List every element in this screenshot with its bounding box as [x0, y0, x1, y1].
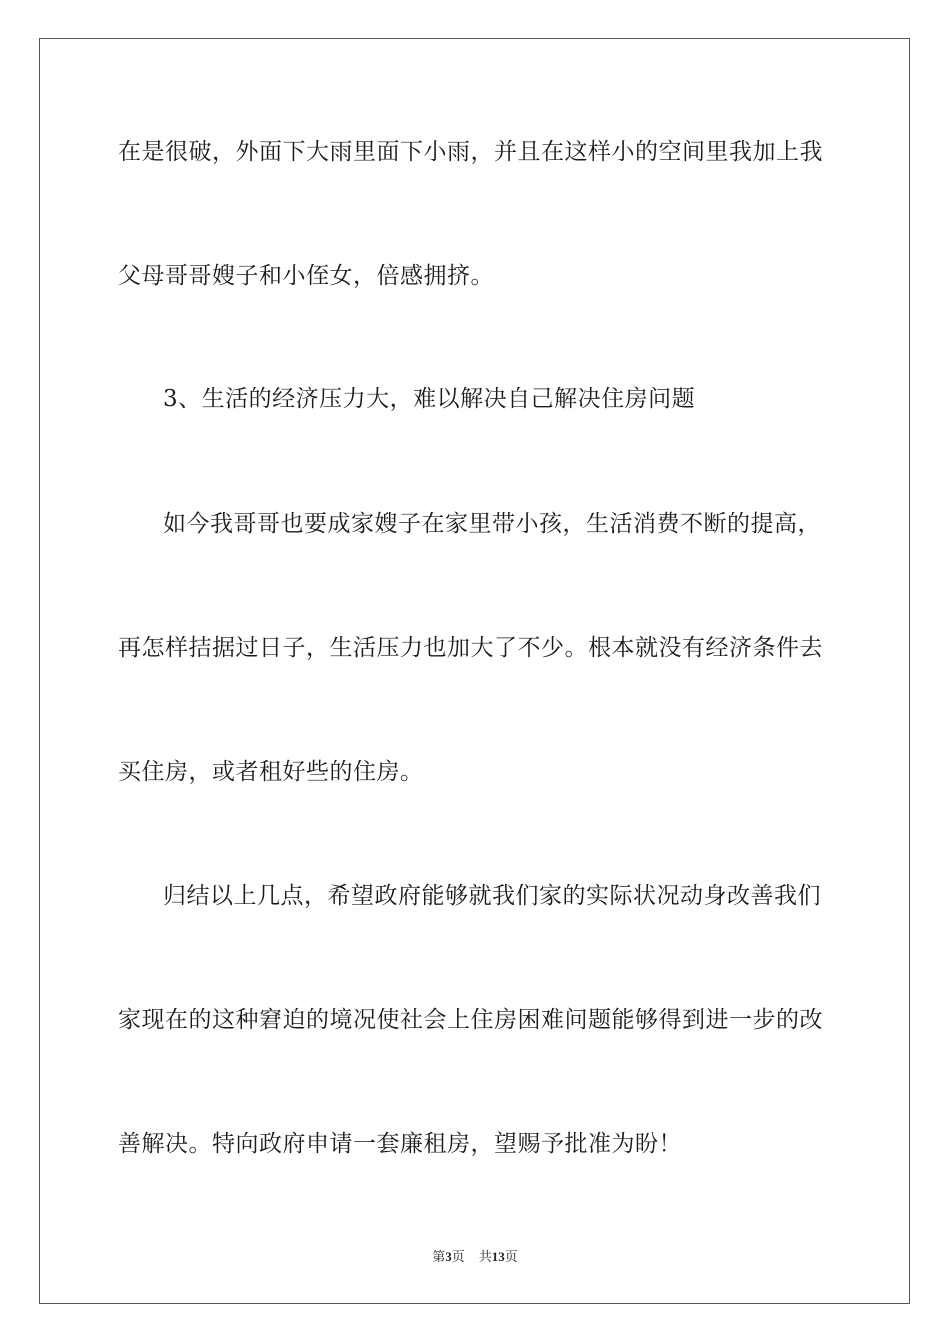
- page-number: 3: [445, 1249, 452, 1264]
- section-heading-3: 3、生活的经济压力大，难以解决自己解决住房问题: [163, 386, 696, 412]
- body-line-1: 在是很破，外面下大雨里面下小雨，并且在这样小的空间里我加上我: [118, 139, 823, 165]
- page-border: [39, 38, 910, 1304]
- body-line-6: 买住房，或者租好些的住房。: [118, 759, 424, 785]
- page-footer: [0, 1248, 950, 1267]
- body-line-9: 善解决。特向政府申请一套廉租房，望赐予批准为盼！: [118, 1131, 682, 1157]
- page-suffix: 页: [451, 1250, 465, 1265]
- total-prefix: 共: [478, 1250, 492, 1265]
- total-suffix: 页: [504, 1250, 518, 1265]
- body-line-7: 归结以上几点，希望政府能够就我们家的实际状况动身改善我们: [163, 883, 821, 909]
- body-line-8: 家现在的这种窘迫的境况使社会上住房困难问题能够得到进一步的改: [118, 1007, 823, 1033]
- body-line-4: 如今我哥哥也要成家嫂子在家里带小孩，生活消费不断的提高，: [163, 511, 821, 537]
- total-pages: 13: [491, 1249, 505, 1264]
- body-line-5: 再怎样拮据过日子，生活压力也加大了不少。根本就没有经济条件去: [118, 635, 823, 661]
- page-prefix: 第: [432, 1250, 446, 1265]
- body-line-2: 父母哥哥嫂子和小侄女，倍感拥挤。: [118, 263, 494, 289]
